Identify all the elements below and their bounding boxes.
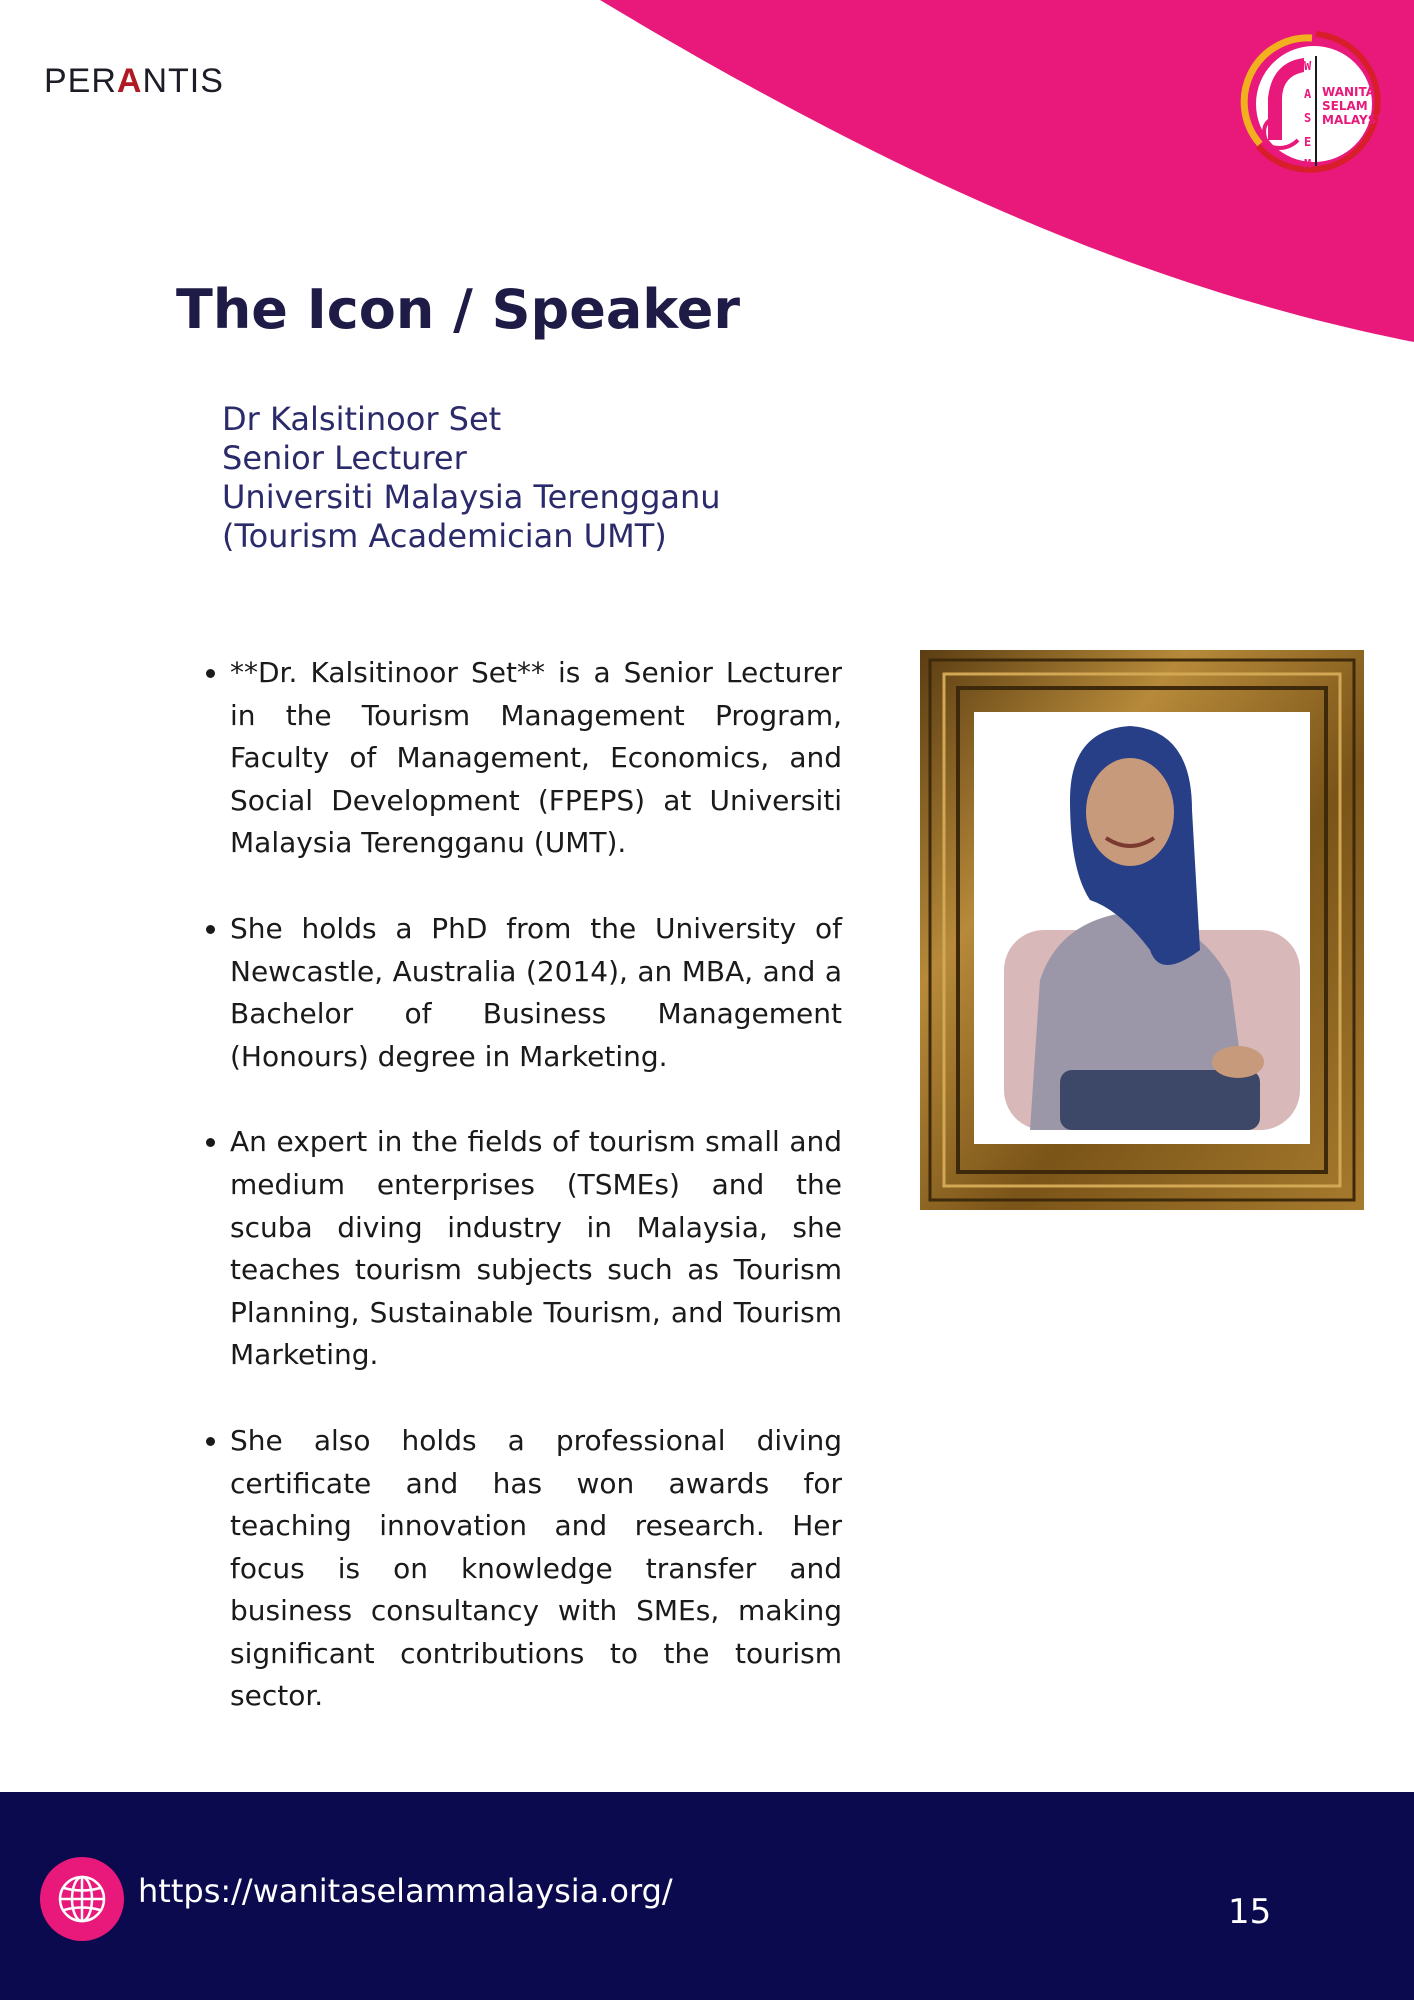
speaker-role: (Tourism Academician UMT): [222, 517, 667, 555]
svg-text:S: S: [1304, 111, 1312, 125]
footer: [0, 1792, 1414, 2000]
perantis-logo: PERANTIS: [44, 62, 224, 100]
globe-icon-graphic: [56, 1873, 108, 1925]
globe-icon: [40, 1857, 124, 1941]
bio-item: • She holds a PhD from the University of Newcastle, Australia (2014), an MBA, and a Bachelor of Business Management (Honours) degree in Marketing.: [230, 908, 842, 1078]
speaker-info: [222, 400, 721, 556]
svg-text:SELAM: SELAM: [1322, 99, 1368, 113]
svg-text:E: E: [1304, 135, 1312, 149]
svg-text:WANITA: WANITA: [1322, 85, 1376, 99]
svg-text:M: M: [1304, 157, 1312, 171]
svg-text:MALAYSIA: MALAYSIA: [1322, 113, 1391, 127]
page-number: 15: [1228, 1892, 1272, 1932]
bio-list: [178, 652, 842, 1718]
speaker-institution: Universiti Malaysia Terengganu: [222, 478, 721, 516]
page-title: The Icon / Speaker: [176, 278, 740, 341]
bio-item: • An expert in the fields of tourism small and medium enterprises (TSMEs) and the scuba diving industry in Malaysia, she teaches tourism subjects such as Tourism Planning, Sustainable Tourism, and Tourism Marketing.: [230, 1121, 842, 1377]
website-link[interactable]: https://wanitaselammalaysia.org/: [138, 1872, 673, 1910]
speaker-position: Senior Lecturer: [222, 439, 467, 477]
speaker-name: Dr Kalsitinoor Set: [222, 400, 502, 438]
svg-text:A: A: [1304, 87, 1312, 101]
bio-item: • She also holds a professional diving certificate and has won awards for teaching innovation and research. Her focus is on knowledge transfer and business consultancy with SMEs, making significant contributions to the tourism sector.: [230, 1420, 842, 1718]
bio-item: • **Dr. Kalsitinoor Set** is a Senior Lecturer in the Tourism Management Program, Faculty of Management, Economics, and Social Development (FPEPS) at Universiti Malaysia Terengganu (UMT).: [230, 652, 842, 865]
svg-text:W: W: [1304, 59, 1312, 73]
speaker-photo: [920, 650, 1364, 1210]
wanita-selam-malaysia-logo: [1238, 28, 1394, 176]
